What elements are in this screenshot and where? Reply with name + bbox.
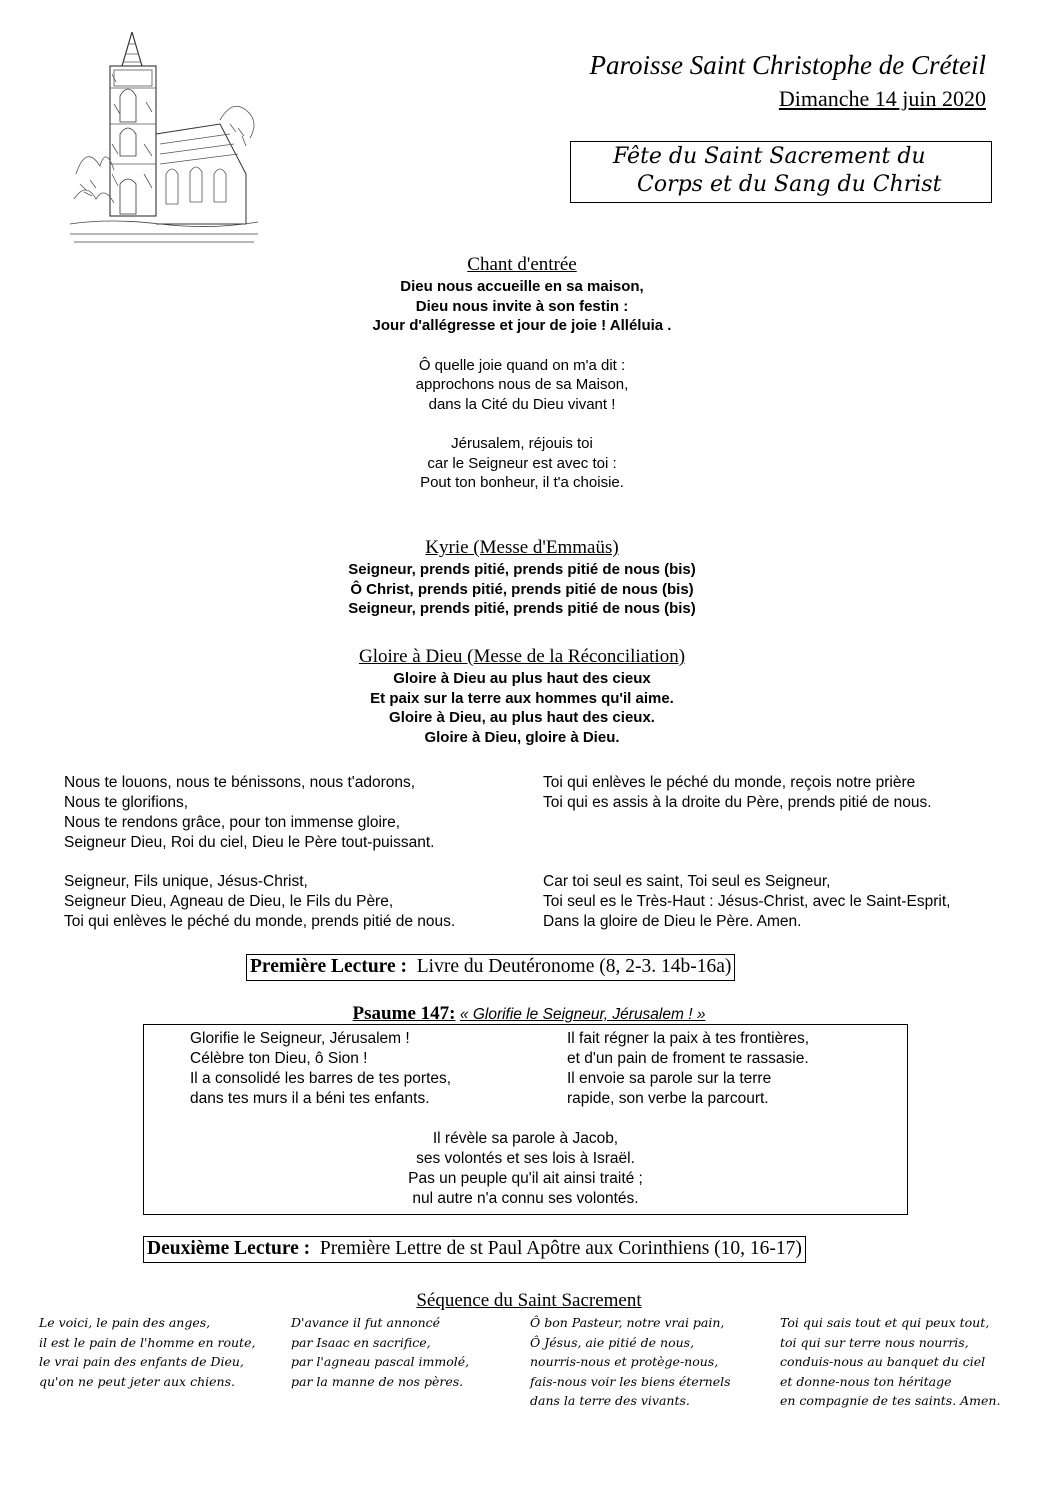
sequence-column-3: Ô bon Pasteur, notre vrai pain, Ô Jésus, aie pitié de nous, nourris-nous et protège-nous, fais-nous voir les biens éternels dans la terre des vivants. <box>530 1315 731 1408</box>
second-reading-label: Deuxième Lecture : <box>147 1238 311 1259</box>
psalm-stanza-center: Il révèle sa parole à Jacob, ses volontés et ses lois à Israël. Pas un peuple qu'il ait ainsi traité ; nul autre n'a connu ses volontés. <box>408 1130 643 1207</box>
entrance-hymn-section <box>0 254 1044 493</box>
psalm-title: Psaume 147: <box>352 1003 456 1024</box>
psalm-stanza-right: Il fait régner la paix à tes frontières, et d'un pain de froment te rassasie. Il envoie sa parole sur la terre rapide, son verbe la parcourt. <box>567 1030 810 1107</box>
entrance-hymn-verse-2: Jérusalem, réjouis toi car le Seigneur est avec toi : Pout ton bonheur, il t'a choisie. <box>420 435 624 491</box>
entrance-hymn-title: Chant d'entrée <box>467 254 577 275</box>
feast-title-box <box>570 141 992 203</box>
psalm-box <box>143 1024 908 1215</box>
sequence-column-1: Le voici, le pain des anges, il est le pain de l'homme en route, le vrai pain des enfants de Dieu, qu'on ne peut jeter aux chiens. <box>39 1315 256 1389</box>
kyrie-text: Seigneur, prends pitié, prends pitié de nous (bis) Ô Christ, prends pitié, prends pitié de nous (bis) Seigneur, prends pitié, prends pitié de nous (bis) <box>348 561 696 617</box>
first-reading-label: Première Lecture : <box>250 956 407 977</box>
gloria-verse-right-1: Toi qui enlèves le péché du monde, reçois notre prière Toi qui es assis à la droite du Père, prends pitié de nous. <box>543 774 932 811</box>
sequence-title: Séquence du Saint Sacrement <box>416 1290 642 1311</box>
kyrie-section <box>0 537 1044 619</box>
entrance-hymn-refrain: Dieu nous accueille en sa maison, Dieu nous invite à son festin : Jour d'allégresse et jour de joie ! Alléluia . <box>372 278 672 334</box>
gloria-section <box>0 646 1044 747</box>
first-reading-box <box>246 954 735 981</box>
parish-name: Paroisse Saint Christophe de Créteil <box>589 50 986 80</box>
sequence-column-2: D'avance il fut annoncé par Isaac en sacrifice, par l'agneau pascal immolé, par la manne de nos pères. <box>291 1315 470 1389</box>
gloria-refrain: Gloire à Dieu au plus haut des cieux Et paix sur la terre aux hommes qu'il aime. Gloire à Dieu, au plus haut des cieux. Gloire à Dieu, gloire à Dieu. <box>370 670 674 746</box>
first-reading-reference: Livre du Deutéronome (8, 2-3. 14b-16a) <box>416 956 732 977</box>
second-reading-box <box>143 1236 806 1263</box>
gloria-verse-right-2: Car toi seul es saint, Toi seul es Seigneur, Toi seul es le Très-Haut : Jésus-Christ, avec le Saint-Esprit, Dans la gloire de Dieu le Père. Amen. <box>543 873 951 930</box>
feast-title-line1: Fête du Saint Sacrement du <box>613 144 926 169</box>
feast-title-line2: Corps et du Sang du Christ <box>637 172 942 197</box>
church-illustration <box>70 24 258 248</box>
psalm-antiphon: « Glorifie le Seigneur, Jérusalem ! » <box>459 1006 706 1023</box>
entrance-hymn-verse-1: Ô quelle joie quand on m'a dit : approchons nous de sa Maison, dans la Cité du Dieu vivant ! <box>415 356 629 413</box>
kyrie-title: Kyrie (Messe d'Emmaüs) <box>425 537 619 558</box>
gloria-title: Gloire à Dieu (Messe de la Réconciliation) <box>358 646 686 667</box>
psalm-stanza-left: Glorifie le Seigneur, Jérusalem ! Célèbre ton Dieu, ô Sion ! Il a consolidé les barres de tes portes, dans tes murs il a béni tes enfants. <box>190 1030 452 1107</box>
gloria-verse-left-1: Nous te louons, nous te bénissons, nous t'adorons, Nous te glorifions, Nous te rendons grâce, pour ton immense gloire, Seigneur Dieu, Roi du ciel, Dieu le Père tout-puissant. <box>64 774 435 851</box>
sequence-column-4: Toi qui sais tout et qui peux tout, toi qui sur terre nous nourris, conduis-nous au banquet du ciel et donne-nous ton héritage en compagnie de tes saints. Amen. <box>780 1315 1001 1408</box>
psalm-heading <box>0 1003 1058 1025</box>
service-date: Dimanche 14 juin 2020 <box>778 86 986 111</box>
gloria-verse-left-2: Seigneur, Fils unique, Jésus-Christ, Seigneur Dieu, Agneau de Dieu, le Fils du Père, Toi qui enlèves le péché du monde, prends pitié de nous. <box>64 873 456 930</box>
second-reading-reference: Première Lettre de st Paul Apôtre aux Corinthiens (10, 16-17) <box>319 1238 802 1259</box>
